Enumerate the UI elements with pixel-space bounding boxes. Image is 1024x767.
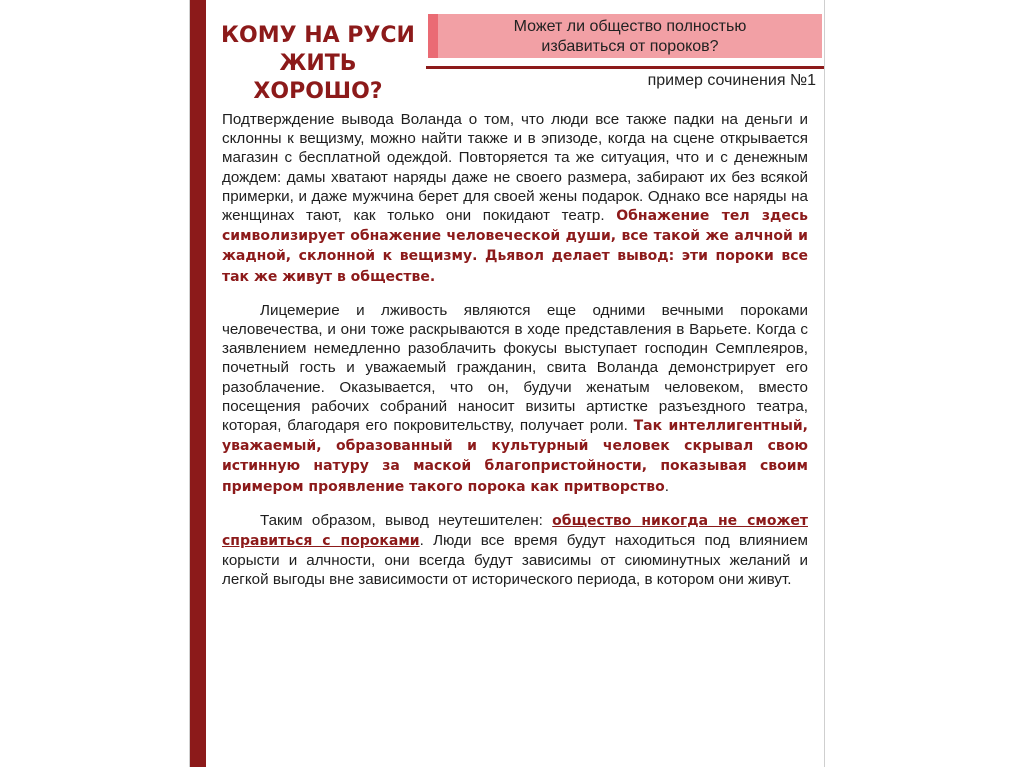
title-line-2: ЖИТЬ ХОРОШО? — [253, 51, 383, 104]
essay-subtitle: пример сочинения №1 — [647, 72, 816, 89]
paragraph-2 — [222, 301, 808, 497]
paragraph-2-highlight: Так интеллигентный, уважаемый, образованный и культурный человек скрывал свою истинную натуру за маской благопристойности, показывая своим примером проявление такого порока как притворство — [222, 418, 809, 495]
paragraph-2-tail: . — [664, 477, 669, 495]
paragraph-3-tail: . Люди все время будут находиться под влиянием корысти и алчности, они всегда будут зависимы от сиюминутных желаний и легкой выгоды вне зависимости от исторического периода, в котором они живут. — [222, 532, 808, 589]
paragraph-3 — [222, 511, 808, 590]
left-accent-bar — [190, 0, 206, 767]
title-underline — [426, 66, 824, 69]
paragraph-1-text: Подтверждение вывода Воланда о том, что люди все также падки на деньги и склонны к вещизму, можно найти также и в эпизоде, когда на сцене открывается магазин с бесплатной одеждой. Повторяется та же ситуация, что и с денежным дождем: дамы хватают наряды даже не своего размера, забирают их без всякой примерки, и даже мужчина берет для своей жены подарок. Однако все наряды на женщинах тают, как только они покидают театр. — [222, 111, 808, 225]
page-title — [218, 22, 418, 106]
paragraph-1-highlight: Обнажение тел здесь символизирует обнажение человеческой души, все такой же алчной и жадной, склонной к вещизму. Дьявол делает вывод: эти пороки все так же живут в обществе. — [222, 208, 809, 285]
paragraph-2-text: Лицемерие и лживость являются еще одними вечными пороками человечества, и они тоже раскрываются в ходе представления в Варьете. Когда с заявлением немедленно разоблачить фокусы выступает господин Семплеяров, почетный гость и уважаемый гражданин, свита Воланда демонстрирует его разоблачение. Оказывается, что он, будучи женатым человеком, вместо посещения рабочих собраний наносит визиты артистке разъездного театра, которая, благодаря его покровительству, получает роли. — [222, 301, 808, 435]
topic-line-1: Может ли общество полностью — [513, 18, 747, 35]
paragraph-3-highlight: общество никогда не сможет справиться с пороками — [222, 512, 808, 550]
topic-line-2: избавиться от пороков? — [541, 38, 719, 55]
document-page — [189, 0, 825, 767]
title-line-1: КОМУ НА РУСИ — [221, 23, 415, 48]
essay-body — [222, 110, 808, 604]
paragraph-3-text: Таким образом, вывод неутешителен: — [260, 511, 553, 529]
paragraph-1 — [222, 110, 808, 287]
topic-banner — [428, 14, 822, 58]
